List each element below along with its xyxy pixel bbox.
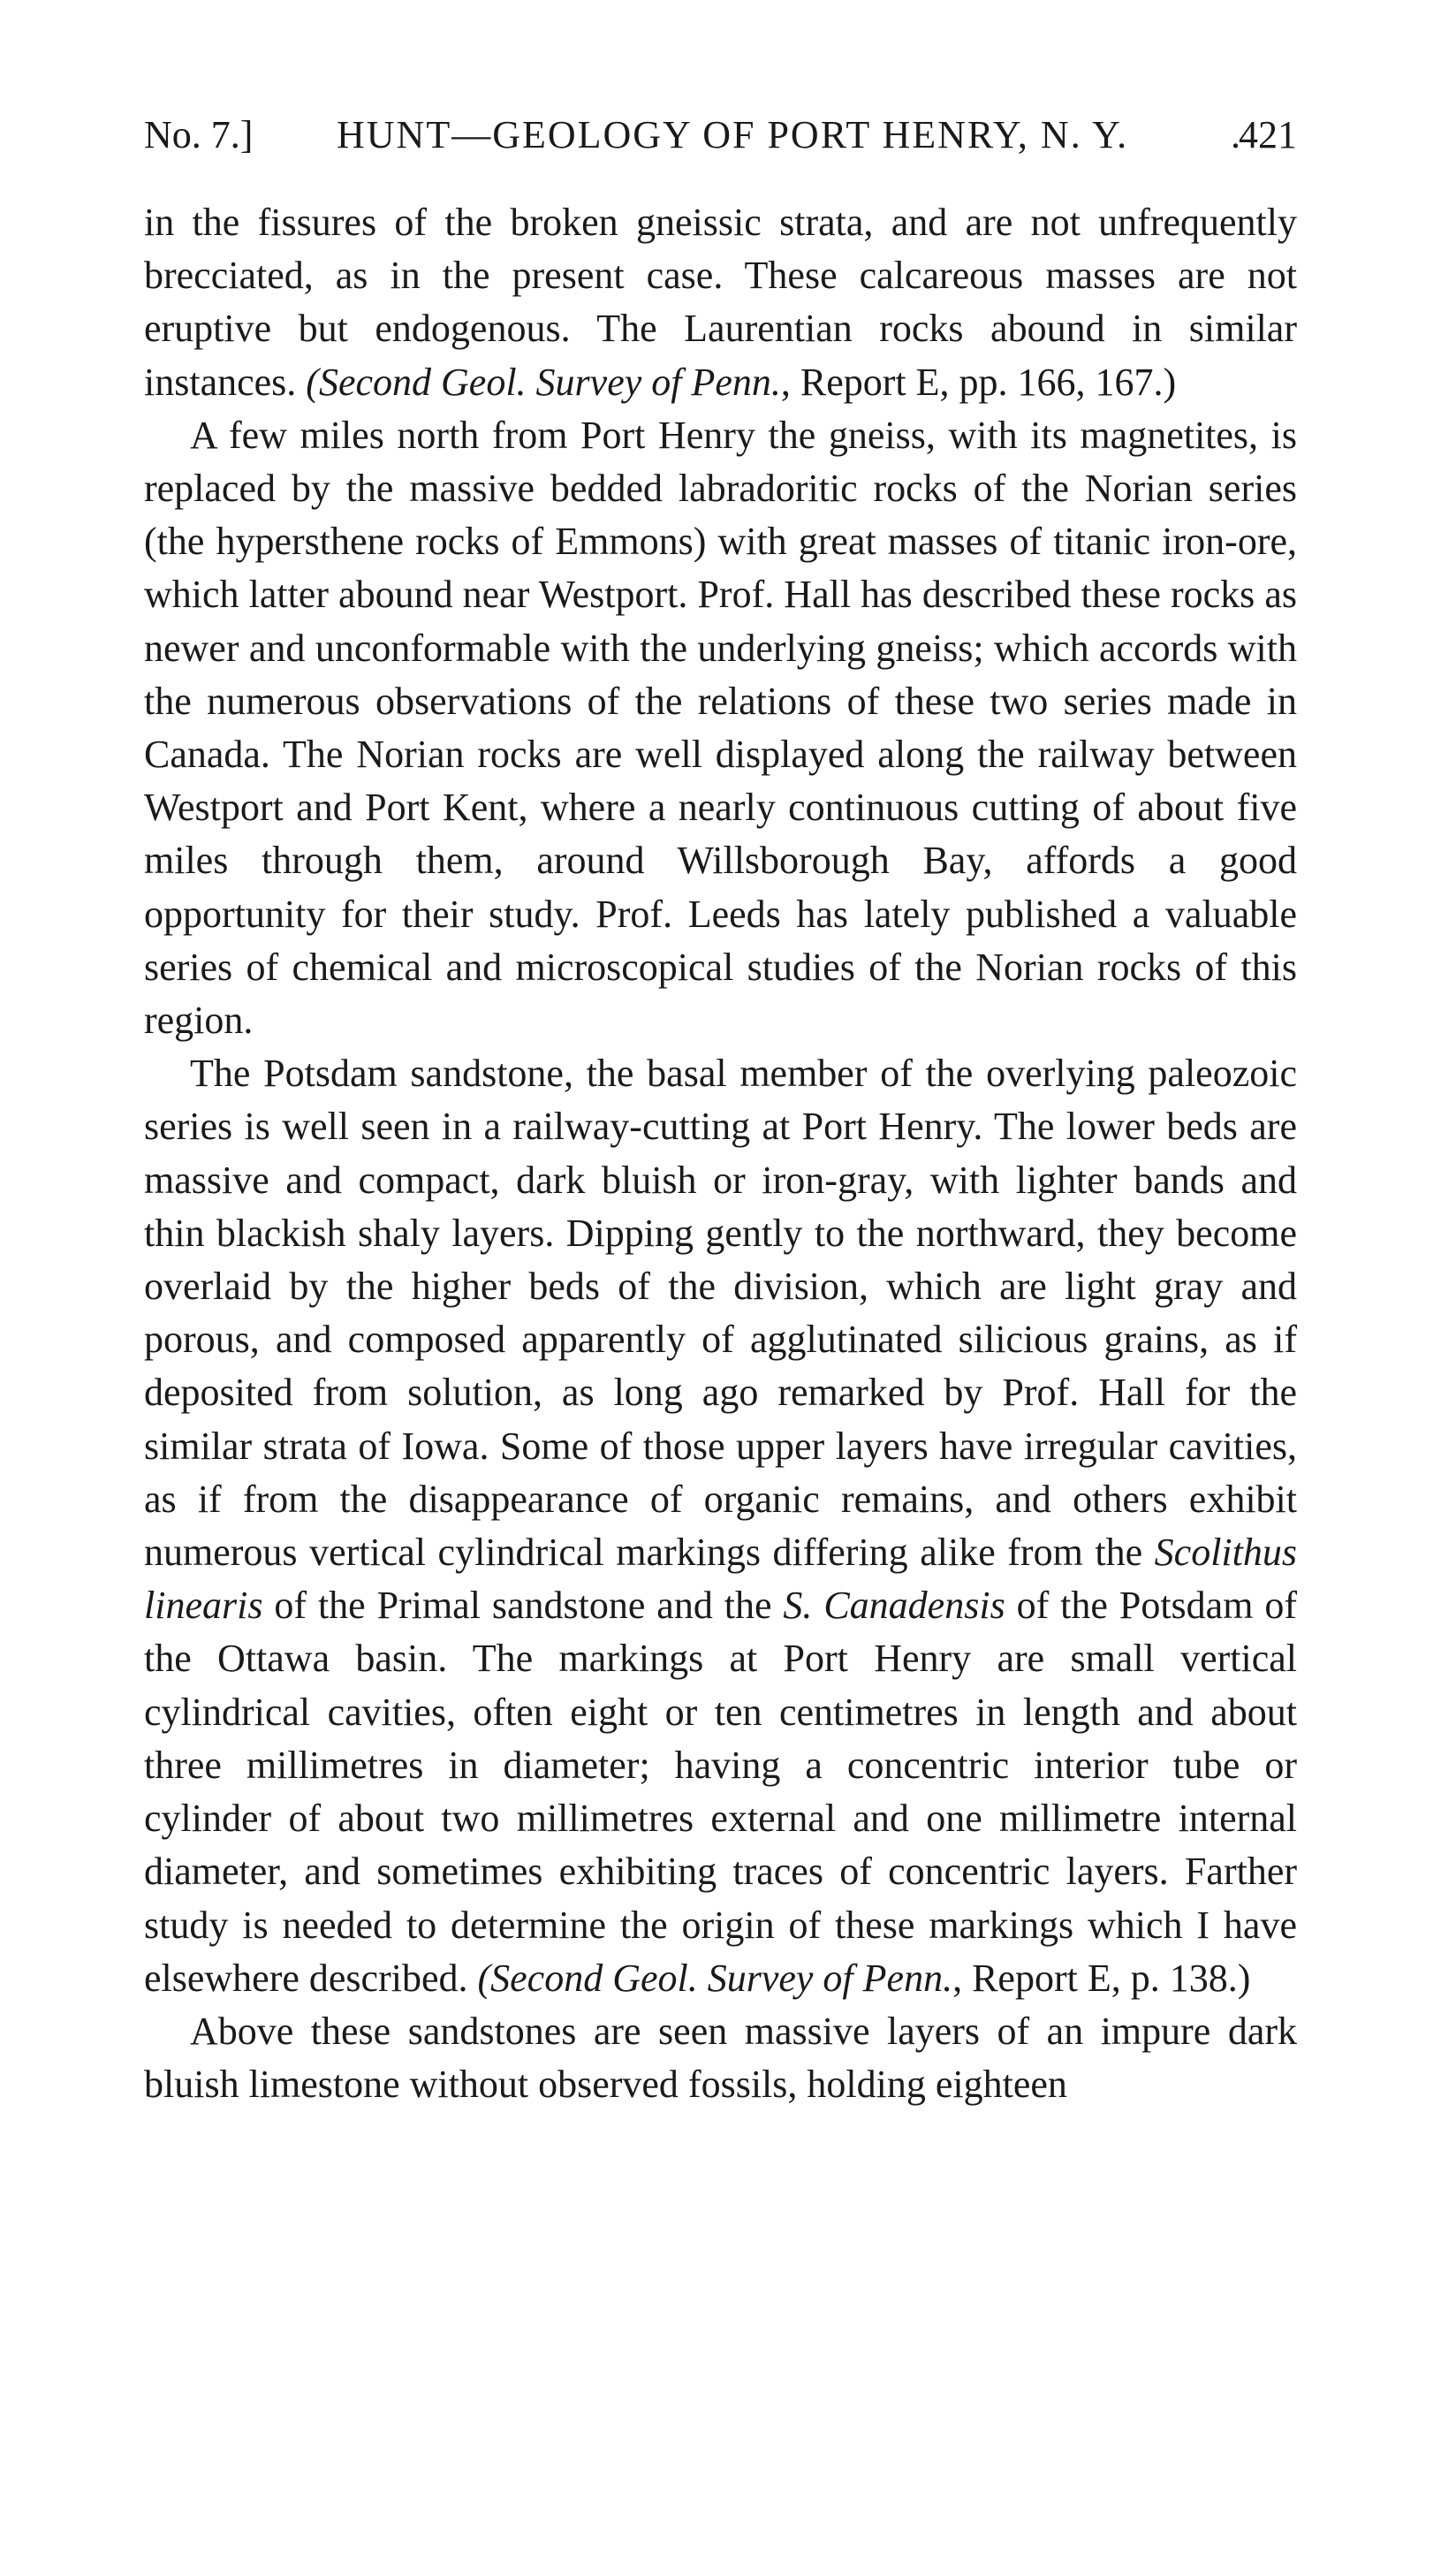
italic-text: (Second Geol. Survey of Penn. [306,360,781,404]
text-run: of the Potsdam of the Ottawa basin. The markings at Port Henry are small vertical cylindrical cavities, often eight or ten centimetres in length and about three millimetres in diameter; having a concentric interior tube or cylinder of about two millimetres external and one millimetre internal diameter, and sometimes exhibiting traces of concentric layers. Farther study is needed to determine the origin of these markings which I have elsewhere described. [144,1584,1297,2000]
body-text [144,196,1297,2111]
running-title: HUNT—GEOLOGY OF PORT HENRY, N. Y. [337,113,1129,156]
header-dot: . [1231,113,1240,156]
text-run: of the Primal sandstone and the [262,1584,784,1628]
paragraph [144,1047,1297,2005]
text-run: , Report E, p. 138.) [952,1956,1251,2000]
text-run: , Report E, pp. 166, 167.) [780,360,1177,404]
text-run: The Potsdam sandstone, the basal member of the overlying paleozoic series is well seen in a railway-cutting at Port Henry. The lower beds are massive and compact, dark bluish or iron-gray, with lighter bands and thin blackish shaly layers. Dipping gently to the northward, they become overlaid by the higher beds of the division, which are light gray and porous, and composed apparently of agglutinated silicious grains, as if deposited from solution, as long ago remarked by Prof. Hall for the similar strata of Iowa. Some of those upper layers have irregular cavities, as if from the disappearance of organic remains, and others exhibit numerous vertical cylindrical markings differing alike from the [144,1052,1297,1575]
text-run: in the fissures of the broken gneissic strata, and are not unfrequently brecciated, as in the present case. These calcareous masses are not eruptive but endogenous. The Laurentian rocks abound in similar instances. [144,201,1297,404]
text-run: Above these sandstones are seen massive layers of an impure dark bluish limestone without observed fossils, holding eighteen [144,2009,1297,2107]
paragraph [144,409,1297,1047]
page-header [144,104,1297,166]
page-number: 421 [1239,113,1297,156]
italic-text: S. Canadensis [783,1584,1005,1628]
paragraph [144,2005,1297,2111]
issue-number: No. 7.] [144,113,254,156]
text-run: A few miles north from Port Henry the gneiss, with its magnetites, is replaced by the massive bedded labradoritic rocks of the Norian series (the hypersthene rocks of Emmons) with great masses of titanic iron-ore, which latter abound near Westport. Prof. Hall has described these rocks as newer and unconformable with the underlying gneiss; which accords with the numerous observations of the relations of these two series made in Canada. The Norian rocks are well displayed along the railway between Westport and Port Kent, where a nearly continuous cutting of about five miles through them, around Willsborough Bay, affords a good opportunity for their study. Prof. Leeds has lately published a valuable series of chemical and microscopical studies of the Norian rocks of this region. [144,413,1297,1043]
italic-text: (Second Geol. Survey of Penn. [477,1956,953,2000]
paragraph [144,196,1297,409]
italic-text: Scolithus linearis [144,1531,1297,1628]
